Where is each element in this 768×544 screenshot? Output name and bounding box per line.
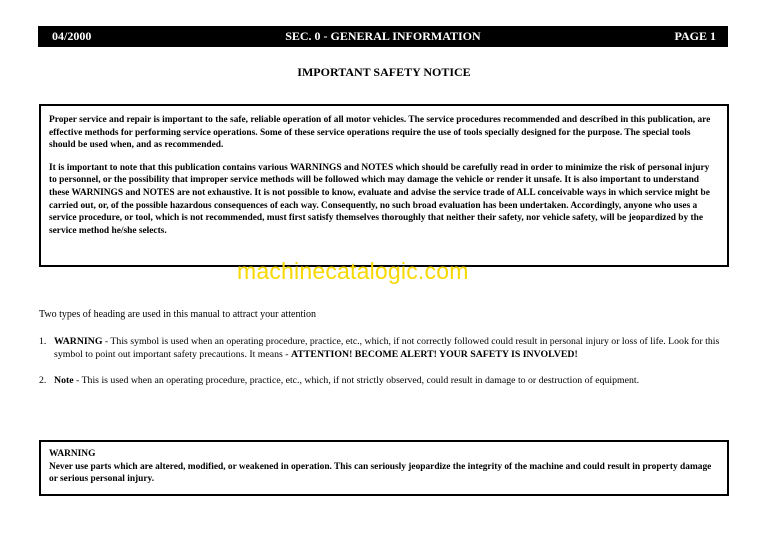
list-text: - This symbol is used when an operating procedure, practice, etc., which, if not correctly followed could result in personal injury or loss of life. Look for this symbol to point out important safety precautions. It means - (54, 336, 720, 360)
header-page-number: PAGE 1 (674, 29, 716, 43)
notice-paragraph-2: It is important to note that this publication contains various WARNINGS and NOTES which should be carefully read in order to minimize the risk of personal injury to personnel, or the possibility that improper service methods will be followed which may damage the vehicle or render it unsafe. It is also important to understand these WARNINGS and NOTES are not exhaustive. It is not possible to know, evaluate and advise the service trade of ALL conceivable ways in which service might be carried out, or, of the possible hazardous consequences of each way. Consequently, no such broad evaluation has been undertaken. Accordingly, anyone who uses a service procedure, or tool, which is not recommended, must first satisfy themselves thoroughly that neither their safety, nor vehicle safety, will be jeopardized by the service method he/she selects. (49, 162, 710, 236)
watermark: machinecatalogic.com (237, 258, 469, 284)
list-text: - This is used when an operating procedure, practice, etc., which, if not strictly observed, could result in damage to or destruction of equipment. (73, 375, 640, 386)
list-term: Note (54, 375, 74, 386)
warning-heading: WARNING (49, 449, 96, 459)
intro-text: Two types of heading are used in this manual to attract your attention (39, 309, 317, 320)
list-number: 2. (39, 375, 47, 386)
header-date: 04/2000 (52, 29, 92, 43)
list-item-warning (39, 335, 729, 361)
header-bar (38, 26, 728, 47)
warning-box (39, 440, 729, 496)
header-section: SEC. 0 - GENERAL INFORMATION (285, 29, 481, 43)
page-title: IMPORTANT SAFETY NOTICE (297, 65, 471, 79)
list-term: WARNING (54, 336, 103, 347)
list-emphasis: ATTENTION! BECOME ALERT! YOUR SAFETY IS INVOLVED! (291, 349, 578, 360)
safety-notice-box (39, 104, 729, 267)
warning-text: Never use parts which are altered, modified, or weakened in operation. This can seriously jeopardize the integrity of the machine and could result in property damage or serious personal injury. (49, 461, 712, 485)
list-number: 1. (39, 336, 47, 347)
notice-paragraph-1: Proper service and repair is important to the safe, reliable operation of all motor vehicles. The service procedures recommended and described in this publication, are effective methods for performing service operations. Some of these service operations require the use of tools specially designed for the purpose. The special tools should be used when, and as recommended. (49, 115, 711, 151)
list-item-note (39, 374, 729, 387)
